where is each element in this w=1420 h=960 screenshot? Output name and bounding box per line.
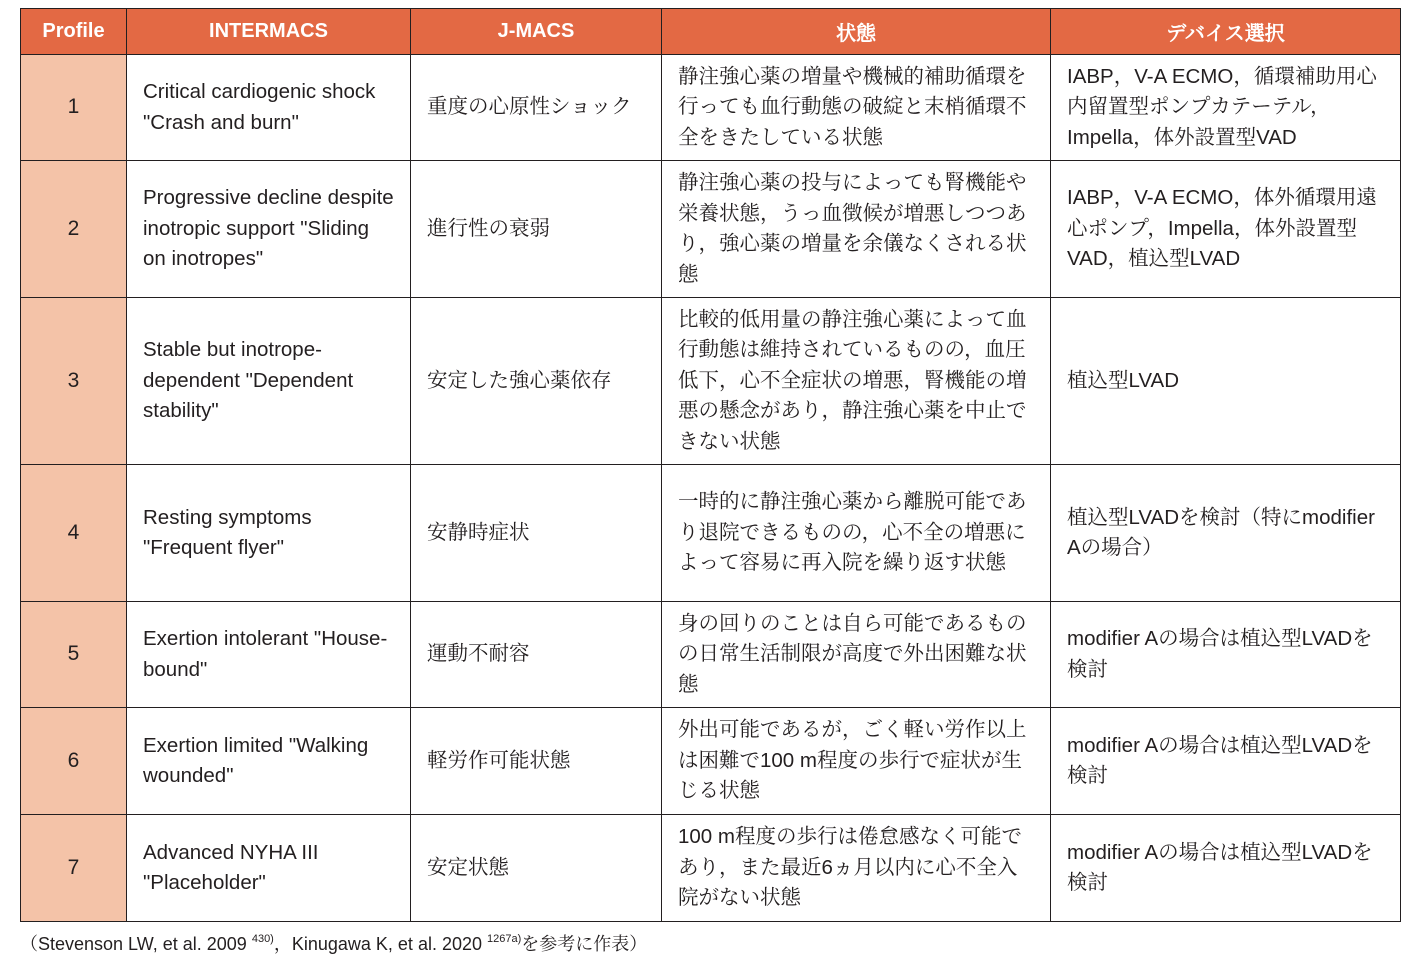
header-profile: Profile	[21, 9, 127, 55]
header-device: デバイス選択	[1051, 9, 1401, 55]
jmacs-cell: 重度の心原性ショック	[411, 55, 662, 161]
device-cell: modifier Aの場合は植込型LVADを検討	[1051, 602, 1401, 708]
footnote-separator: ，	[273, 934, 292, 954]
state-cell: 静注強心薬の投与によっても腎機能や栄養状態，うっ血徴候が増悪しつつあり，強心薬の増量を余儀なくされる状態	[662, 161, 1051, 298]
reference-number: 430)	[251, 933, 274, 945]
profile-number: 5	[21, 602, 127, 708]
jmacs-cell: 安定状態	[411, 815, 662, 922]
device-cell: IABP，V-A ECMO，循環補助用心内留置型ポンプカテーテル，Impella，体外設置型VAD	[1051, 55, 1401, 161]
intermacs-cell: Exertion intolerant "House-bound"	[127, 602, 411, 708]
table-header-row	[21, 9, 1401, 55]
profile-number: 1	[21, 55, 127, 161]
state-cell: 一時的に静注強心薬から離脱可能であり退院できるものの，心不全の増悪によって容易に再入院を繰り返す状態	[662, 465, 1051, 602]
header-intermacs: INTERMACS	[127, 9, 411, 55]
state-cell: 静注強心薬の増量や機械的補助循環を行っても血行動態の破綻と末梢循環不全をきたしている状態	[662, 55, 1051, 161]
state-cell: 比較的低用量の静注強心薬によって血行動態は維持されているものの，血圧低下，心不全症状の増悪，腎機能の増悪の懸念があり，静注強心薬を中止できない状態	[662, 298, 1051, 465]
jmacs-cell: 安静時症状	[411, 465, 662, 602]
state-cell: 外出可能であるが，ごく軽い労作以上は困難で100 m程度の歩行で症状が生じる状態	[662, 708, 1051, 815]
table-row	[21, 298, 1401, 465]
profile-number: 7	[21, 815, 127, 922]
table-row	[21, 465, 1401, 602]
jmacs-cell: 軽労作可能状態	[411, 708, 662, 815]
intermacs-cell: Resting symptoms "Frequent flyer"	[127, 465, 411, 602]
device-cell: modifier Aの場合は植込型LVADを検討	[1051, 708, 1401, 815]
state-cell: 身の回りのことは自ら可能であるものの日常生活制限が高度で外出困難な状態	[662, 602, 1051, 708]
device-cell: modifier Aの場合は植込型LVADを検討	[1051, 815, 1401, 922]
reference-kinugawa: Kinugawa K, et al. 2020	[291, 934, 482, 954]
footnote-open: （	[20, 934, 38, 954]
intermacs-profile-table	[20, 8, 1401, 922]
header-jmacs: J-MACS	[411, 9, 662, 55]
profile-number: 3	[21, 298, 127, 465]
table-row	[21, 55, 1401, 161]
device-cell: 植込型LVAD	[1051, 298, 1401, 465]
table-row	[21, 602, 1401, 708]
jmacs-cell: 進行性の衰弱	[411, 161, 662, 298]
intermacs-cell: Progressive decline despite inotropic support "Sliding on inotropes"	[127, 161, 411, 298]
intermacs-cell: Stable but inotrope-dependent "Dependent stability"	[127, 298, 411, 465]
table-row	[21, 161, 1401, 298]
device-cell: IABP，V-A ECMO，体外循環用遠心ポンプ，Impella，体外設置型VAD，植込型LVAD	[1051, 161, 1401, 298]
reference-stevenson: Stevenson LW, et al. 2009	[38, 934, 247, 954]
intermacs-cell: Critical cardiogenic shock "Crash and burn"	[127, 55, 411, 161]
table-row	[21, 815, 1401, 922]
intermacs-cell: Exertion limited "Walking wounded"	[127, 708, 411, 815]
header-state: 状態	[662, 9, 1051, 55]
intermacs-cell: Advanced NYHA III "Placeholder"	[127, 815, 411, 922]
table-row	[21, 708, 1401, 815]
profile-number: 2	[21, 161, 127, 298]
jmacs-cell: 安定した強心薬依存	[411, 298, 662, 465]
profile-number: 4	[21, 465, 127, 602]
profile-number: 6	[21, 708, 127, 815]
footnote-tail: を参考に作表）	[521, 934, 648, 954]
state-cell: 100 m程度の歩行は倦怠感なく可能であり，また最近6ヵ月以内に心不全入院がない状態	[662, 815, 1051, 922]
reference-number: 1267a)	[487, 933, 522, 945]
jmacs-cell: 運動不耐容	[411, 602, 662, 708]
source-footnote	[20, 930, 647, 956]
device-cell: 植込型LVADを検討（特にmodifier Aの場合）	[1051, 465, 1401, 602]
